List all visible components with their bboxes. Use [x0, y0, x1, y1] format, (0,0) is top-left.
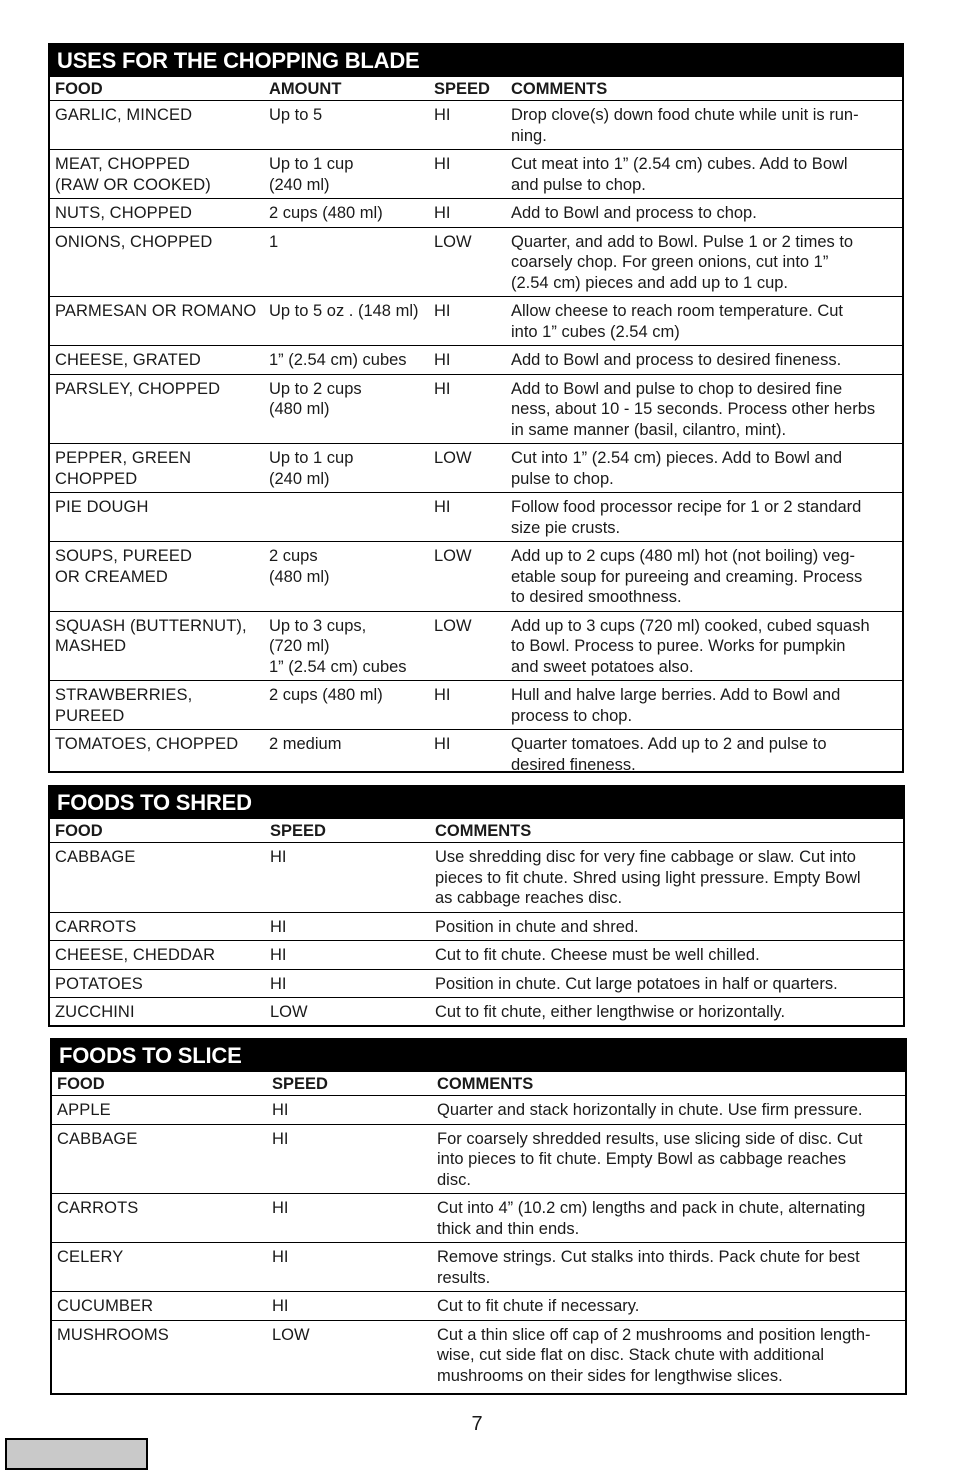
comments-cell: Allow cheese to reach room temperature. Cut into 1” cubes (2.54 cm)	[506, 297, 902, 346]
comments-cell: Cut into 1” (2.54 cm) pieces. Add to Bowl and pulse to chop.	[506, 444, 902, 493]
food-cell: POTATOES	[50, 969, 265, 998]
table-row	[52, 1124, 905, 1194]
amount-cell: 1	[264, 227, 429, 297]
comments-cell: Cut into 4” (10.2 cm) lengths and pack in chute, alternating thick and thin ends.	[432, 1194, 905, 1243]
speed-cell: HI	[267, 1194, 432, 1243]
column-header-food: FOOD	[52, 1072, 267, 1096]
speed-cell: LOW	[429, 542, 506, 612]
speed-cell: HI	[429, 346, 506, 375]
comments-cell: Quarter tomatoes. Add up to 2 and pulse to desired fineness.	[506, 730, 902, 779]
food-cell: NUTS, CHOPPED	[50, 199, 264, 228]
speed-cell: HI	[267, 1124, 432, 1194]
comments-cell: Add up to 2 cups (480 ml) hot (not boiling) veg- etable soup for pureeing and creaming. Process to desired smoothness.	[506, 542, 902, 612]
column-header-speed: SPEED	[429, 77, 506, 101]
chopping-blade-section	[48, 43, 904, 773]
speed-cell: HI	[429, 730, 506, 779]
slice-section	[50, 1038, 907, 1395]
food-cell: PEPPER, GREEN CHOPPED	[50, 444, 264, 493]
food-cell: CABBAGE	[52, 1124, 267, 1194]
speed-cell: HI	[429, 493, 506, 542]
shred-table-body	[50, 843, 903, 1026]
column-header-food: FOOD	[50, 819, 265, 843]
comments-cell: Remove strings. Cut stalks into thirds. Pack chute for best results.	[432, 1243, 905, 1292]
amount-cell: Up to 1 cup (240 ml)	[264, 444, 429, 493]
comments-cell: Quarter, and add to Bowl. Pulse 1 or 2 times to coarsely chop. For green onions, cut into 1” (2.54 cm) pieces and add up to 1 cup.	[506, 227, 902, 297]
comments-cell: Cut meat into 1” (2.54 cm) cubes. Add to Bowl and pulse to chop.	[506, 150, 902, 199]
food-cell: CARROTS	[52, 1194, 267, 1243]
comments-cell: Add up to 3 cups (720 ml) cooked, cubed squash to Bowl. Process to puree. Works for pumpkin and sweet potatoes also.	[506, 611, 902, 681]
table-row	[52, 1096, 905, 1125]
column-header-amount: AMOUNT	[264, 77, 429, 101]
slice-table	[52, 1072, 905, 1389]
chopping-table-body	[50, 101, 902, 779]
speed-cell: HI	[265, 941, 430, 970]
speed-cell: HI	[429, 150, 506, 199]
speed-cell: HI	[429, 297, 506, 346]
amount-cell: Up to 5	[269, 106, 323, 124]
comments-cell: Position in chute. Cut large potatoes in half or quarters.	[430, 969, 903, 998]
food-cell: SQUASH (BUTTERNUT), MASHED	[50, 611, 264, 681]
speed-cell: HI	[429, 681, 506, 730]
table-row	[50, 150, 902, 199]
table-row	[50, 444, 902, 493]
comments-cell: Add to Bowl and process to desired fineness.	[506, 346, 902, 375]
comments-cell: Hull and halve large berries. Add to Bowl and process to chop.	[506, 681, 902, 730]
table-row	[50, 374, 902, 444]
column-header-food: FOOD	[50, 77, 264, 101]
column-header-speed: SPEED	[265, 819, 430, 843]
comments-cell: Cut to fit chute if necessary.	[432, 1292, 905, 1321]
speed-cell: HI	[429, 374, 506, 444]
food-cell: PARSLEY, CHOPPED	[50, 374, 264, 444]
food-cell: MUSHROOMS	[52, 1320, 267, 1389]
table-row	[50, 998, 903, 1026]
food-cell: STRAWBERRIES, PUREED	[50, 681, 264, 730]
amount-cell: Up to 2 cups (480 ml)	[264, 374, 429, 444]
column-header-comments: COMMENTS	[506, 77, 902, 101]
amount-cell: 2 cups (480 ml)	[264, 681, 429, 730]
table-header-row	[50, 77, 902, 101]
section-title: FOODS TO SLICE	[52, 1040, 905, 1072]
speed-cell: HI	[270, 848, 287, 866]
food-cell: PIE DOUGH	[50, 493, 264, 542]
table-row	[50, 611, 902, 681]
table-header-row	[52, 1072, 905, 1096]
amount-cell	[264, 493, 429, 542]
comments-cell: Follow food processor recipe for 1 or 2 standard size pie crusts.	[506, 493, 902, 542]
table-row	[50, 912, 903, 941]
slice-table-body	[52, 1096, 905, 1390]
table-row	[50, 297, 902, 346]
table-row	[50, 941, 903, 970]
speed-cell: LOW	[429, 444, 506, 493]
footer-tab	[5, 1438, 148, 1470]
amount-cell: Up to 1 cup (240 ml)	[264, 150, 429, 199]
chopping-table	[50, 77, 902, 778]
table-row	[52, 1194, 905, 1243]
column-header-comments: COMMENTS	[432, 1072, 905, 1096]
speed-cell: HI	[265, 912, 430, 941]
food-cell: CHEESE, GRATED	[50, 346, 264, 375]
food-cell: CHEESE, CHEDDAR	[50, 941, 265, 970]
comments-cell: Cut a thin slice off cap of 2 mushrooms and position length- wise, cut side flat on disc. Stack chute with additional mushrooms on their sides for lengthwise slices.	[432, 1320, 905, 1389]
food-cell: ZUCCHINI	[50, 998, 265, 1026]
speed-cell: HI	[272, 1101, 289, 1119]
speed-cell: LOW	[429, 227, 506, 297]
speed-cell: HI	[434, 106, 451, 124]
column-header-comments: COMMENTS	[430, 819, 903, 843]
table-row	[50, 843, 903, 913]
column-header-speed: SPEED	[267, 1072, 432, 1096]
shred-section	[48, 785, 905, 1027]
table-row	[52, 1292, 905, 1321]
comments-cell: For coarsely shredded results, use slicing side of disc. Cut into pieces to fit chute. Empty Bowl as cabbage reaches disc.	[432, 1124, 905, 1194]
comments-cell: Add to Bowl and process to chop.	[506, 199, 902, 228]
table-row	[52, 1320, 905, 1389]
comments-cell: Add to Bowl and pulse to chop to desired fine ness, about 10 - 15 seconds. Process other herbs in same manner (basil, cilantro, mint).	[506, 374, 902, 444]
food-cell: SOUPS, PUREED OR CREAMED	[50, 542, 264, 612]
table-row	[50, 730, 902, 779]
food-cell: CARROTS	[50, 912, 265, 941]
speed-cell: LOW	[265, 998, 430, 1026]
section-title: FOODS TO SHRED	[50, 787, 903, 819]
table-header-row	[50, 819, 903, 843]
table-row	[50, 493, 902, 542]
comments-cell: Quarter and stack horizontally in chute. Use firm pressure.	[437, 1101, 863, 1119]
food-cell: MEAT, CHOPPED (RAW OR COOKED)	[50, 150, 264, 199]
amount-cell: 2 cups (480 ml)	[264, 542, 429, 612]
food-cell: CUCUMBER	[52, 1292, 267, 1321]
amount-cell: Up to 5 oz . (148 ml)	[264, 297, 429, 346]
amount-cell: Up to 3 cups, (720 ml) 1” (2.54 cm) cubes	[264, 611, 429, 681]
amount-cell: 2 cups (480 ml)	[264, 199, 429, 228]
section-title: USES FOR THE CHOPPING BLADE	[50, 45, 902, 77]
comments-cell: Drop clove(s) down food chute while unit is run- ning.	[511, 106, 859, 145]
table-row	[50, 542, 902, 612]
page-number: 7	[471, 1413, 483, 1435]
table-row	[50, 681, 902, 730]
table-row	[50, 227, 902, 297]
table-row	[50, 101, 902, 150]
amount-cell: 1” (2.54 cm) cubes	[264, 346, 429, 375]
food-cell: APPLE	[57, 1101, 111, 1119]
comments-cell: Cut to fit chute, either lengthwise or horizontally.	[430, 998, 903, 1026]
table-row	[50, 969, 903, 998]
table-row	[52, 1243, 905, 1292]
comments-cell: Use shredding disc for very fine cabbage or slaw. Cut into pieces to fit chute. Shred using light pressure. Empty Bowl as cabbage reaches disc.	[435, 848, 861, 907]
food-cell: CELERY	[52, 1243, 267, 1292]
speed-cell: HI	[267, 1292, 432, 1321]
comments-cell: Cut to fit chute. Cheese must be well chilled.	[430, 941, 903, 970]
speed-cell: HI	[429, 199, 506, 228]
food-cell: GARLIC, MINCED	[55, 106, 193, 124]
speed-cell: HI	[267, 1243, 432, 1292]
food-cell: CABBAGE	[55, 848, 136, 866]
speed-cell: LOW	[429, 611, 506, 681]
food-cell: ONIONS, CHOPPED	[50, 227, 264, 297]
speed-cell: LOW	[267, 1320, 432, 1389]
food-cell: PARMESAN OR ROMANO	[50, 297, 264, 346]
comments-cell: Position in chute and shred.	[430, 912, 903, 941]
shred-table	[50, 819, 903, 1026]
speed-cell: HI	[265, 969, 430, 998]
amount-cell: 2 medium	[264, 730, 429, 779]
table-row	[50, 346, 902, 375]
food-cell: TOMATOES, CHOPPED	[50, 730, 264, 779]
table-row	[50, 199, 902, 228]
